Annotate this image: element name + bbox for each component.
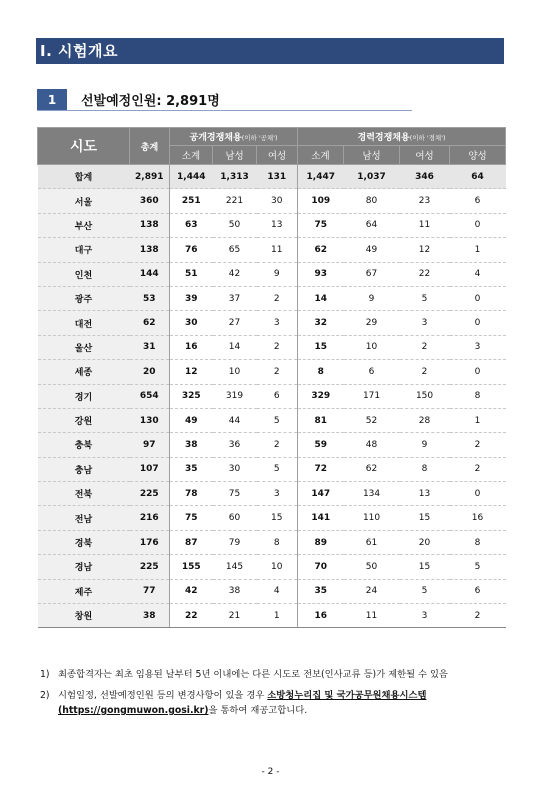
value-cell: 51 [170,262,213,286]
value-cell: 23 [400,189,450,213]
value-cell: 11 [257,238,298,262]
value-cell: 150 [400,384,450,408]
value-cell: 0 [450,482,506,506]
value-cell: 87 [170,530,213,554]
region-cell: 충북 [38,433,130,457]
footnote-text: 최종합격자는 최초 임용된 날부터 5년 이내에는 다른 시도로 전보(인사교류 등)가 제한될 수 있음 [58,669,448,680]
value-cell: 6 [257,384,298,408]
value-cell: 5 [400,579,450,603]
value-cell: 4 [450,262,506,286]
header-sub: 남성 [213,146,257,165]
value-cell: 145 [213,555,257,579]
table-row [38,408,506,432]
region-cell: 경기 [38,384,130,408]
value-cell: 8 [450,384,506,408]
value-cell: 10 [344,335,400,359]
value-cell: 49 [170,408,213,432]
value-cell: 27 [213,311,257,335]
table-row [38,604,506,628]
table-row [38,360,506,384]
value-cell: 61 [344,530,400,554]
header-sub: 여성 [257,146,298,165]
value-cell: 2 [400,335,450,359]
region-cell: 창원 [38,604,130,628]
table-row [38,384,506,408]
value-cell: 134 [344,482,400,506]
header-group-career: 경력경쟁채용(이하 '경채') [298,128,506,146]
subsection-title: 선발예정인원: 2,891명 [81,94,220,109]
region-cell: 경남 [38,555,130,579]
value-cell: 9 [257,262,298,286]
value-cell: 38 [170,433,213,457]
value-cell: 155 [170,555,213,579]
value-cell: 3 [257,482,298,506]
value-cell: 30 [170,311,213,335]
value-cell: 22 [170,604,213,628]
value-cell: 8 [257,530,298,554]
region-cell: 세종 [38,360,130,384]
value-cell: 39 [170,286,213,310]
value-cell: 147 [298,482,344,506]
value-cell: 78 [170,482,213,506]
value-cell: 1 [257,604,298,628]
value-cell: 5 [450,555,506,579]
value-cell: 5 [400,286,450,310]
header-region: 시도 [38,128,130,165]
value-cell: 1,037 [344,165,400,189]
value-cell: 76 [170,238,213,262]
region-cell: 광주 [38,286,130,310]
value-cell: 21 [213,604,257,628]
footnote-text: 시험일정, 선발예정인원 등의 변경사항이 있을 경우 [58,690,268,701]
value-cell: 2 [257,360,298,384]
value-cell: 63 [170,213,213,237]
header-sub: 남성 [344,146,400,165]
value-cell: 2 [400,360,450,384]
region-cell: 울산 [38,335,130,359]
value-cell: 64 [450,165,506,189]
value-cell: 3 [400,604,450,628]
value-cell: 81 [298,408,344,432]
table-row [38,286,506,310]
table-row [38,189,506,213]
value-cell: 20 [400,530,450,554]
table-row [38,335,506,359]
value-cell: 32 [298,311,344,335]
value-cell: 2 [450,457,506,481]
value-cell: 62 [344,457,400,481]
footnote-2 [40,688,508,718]
value-cell: 14 [213,335,257,359]
value-cell: 50 [213,213,257,237]
value-cell: 8 [298,360,344,384]
value-cell: 16 [170,335,213,359]
value-cell: 110 [344,506,400,530]
value-cell: 89 [298,530,344,554]
value-cell: 141 [298,506,344,530]
table-row-sum [38,165,506,189]
value-cell: 2 [257,286,298,310]
value-cell: 65 [213,238,257,262]
value-cell: 36 [213,433,257,457]
value-cell: 0 [450,360,506,384]
value-cell: 3 [400,311,450,335]
value-cell: 6 [450,579,506,603]
footnote-1 [40,667,508,682]
table-row [38,311,506,335]
value-cell: 1,313 [213,165,257,189]
total-cell: 225 [130,555,170,579]
value-cell: 12 [400,238,450,262]
value-cell: 1 [450,238,506,262]
value-cell: 64 [344,213,400,237]
value-cell: 15 [298,335,344,359]
value-cell: 80 [344,189,400,213]
total-cell: 2,891 [130,165,170,189]
total-cell: 130 [130,408,170,432]
value-cell: 9 [400,433,450,457]
value-cell: 44 [213,408,257,432]
total-cell: 77 [130,579,170,603]
region-cell: 전남 [38,506,130,530]
value-cell: 15 [257,506,298,530]
value-cell: 6 [450,189,506,213]
value-cell: 131 [257,165,298,189]
value-cell: 52 [344,408,400,432]
value-cell: 11 [344,604,400,628]
total-cell: 138 [130,238,170,262]
region-cell: 대구 [38,238,130,262]
value-cell: 42 [170,579,213,603]
value-cell: 79 [213,530,257,554]
value-cell: 35 [298,579,344,603]
value-cell: 10 [257,555,298,579]
value-cell: 37 [213,286,257,310]
value-cell: 30 [257,189,298,213]
region-cell: 전북 [38,482,130,506]
header-sub: 양성 [450,146,506,165]
total-cell: 216 [130,506,170,530]
value-cell: 2 [257,335,298,359]
value-cell: 329 [298,384,344,408]
value-cell: 6 [344,360,400,384]
value-cell: 1,447 [298,165,344,189]
total-cell: 138 [130,213,170,237]
total-cell: 20 [130,360,170,384]
footnotes [40,667,508,718]
value-cell: 319 [213,384,257,408]
section-title-text: Ⅰ. 시험개요 [40,41,118,60]
table-row [38,433,506,457]
value-cell: 11 [400,213,450,237]
value-cell: 0 [450,213,506,237]
table-row [38,213,506,237]
nuri-link[interactable]: 소방청누리집 및 국가공무원채용시스템 [267,690,427,701]
value-cell: 14 [298,286,344,310]
region-cell: 합계 [38,165,130,189]
value-cell: 30 [213,457,257,481]
value-cell: 75 [170,506,213,530]
value-cell: 62 [298,238,344,262]
value-cell: 28 [400,408,450,432]
value-cell: 10 [213,360,257,384]
value-cell: 221 [213,189,257,213]
value-cell: 16 [298,604,344,628]
total-cell: 654 [130,384,170,408]
value-cell: 0 [450,286,506,310]
footnote-number: 1) [40,669,50,680]
value-cell: 35 [170,457,213,481]
region-cell: 경북 [38,530,130,554]
section-title [36,38,504,64]
value-cell: 49 [344,238,400,262]
value-cell: 1,444 [170,165,213,189]
value-cell: 67 [344,262,400,286]
value-cell: 24 [344,579,400,603]
value-cell: 2 [450,604,506,628]
total-cell: 53 [130,286,170,310]
value-cell: 93 [298,262,344,286]
region-cell: 대전 [38,311,130,335]
page-number: - 2 - [261,767,280,777]
table-row [38,555,506,579]
value-cell: 8 [450,530,506,554]
value-cell: 3 [450,335,506,359]
value-cell: 22 [400,262,450,286]
value-cell: 2 [450,433,506,457]
table-row [38,457,506,481]
value-cell: 15 [400,555,450,579]
value-cell: 0 [450,311,506,335]
value-cell: 60 [213,506,257,530]
value-cell: 8 [400,457,450,481]
value-cell: 50 [344,555,400,579]
value-cell: 325 [170,384,213,408]
footnote-number: 2) [40,690,50,701]
table-row [38,482,506,506]
value-cell: 13 [257,213,298,237]
total-cell: 38 [130,604,170,628]
header-total: 총계 [130,128,170,165]
region-cell: 서울 [38,189,130,213]
footnote-text-end: 을 통하여 재공고합니다. [208,705,308,716]
value-cell: 1 [450,408,506,432]
header-sub: 소계 [298,146,344,165]
total-cell: 360 [130,189,170,213]
total-cell: 97 [130,433,170,457]
table-row [38,506,506,530]
value-cell: 171 [344,384,400,408]
value-cell: 2 [257,433,298,457]
subsection-heading [37,89,412,111]
total-cell: 62 [130,311,170,335]
header-group-open: 공개경쟁채용(이하 '공채') [170,128,298,146]
value-cell: 9 [344,286,400,310]
recruitment-table [37,127,506,628]
region-cell: 제주 [38,579,130,603]
value-cell: 59 [298,433,344,457]
table-row [38,530,506,554]
value-cell: 12 [170,360,213,384]
region-cell: 강원 [38,408,130,432]
table-row [38,579,506,603]
value-cell: 5 [257,457,298,481]
value-cell: 38 [213,579,257,603]
gosi-url-link[interactable]: (https://gongmuwon.gosi.kr) [58,705,209,716]
subsection-number: 1 [37,89,67,110]
value-cell: 346 [400,165,450,189]
value-cell: 75 [213,482,257,506]
value-cell: 4 [257,579,298,603]
table-row [38,262,506,286]
total-cell: 107 [130,457,170,481]
region-cell: 인천 [38,262,130,286]
header-sub: 소계 [170,146,213,165]
value-cell: 16 [450,506,506,530]
value-cell: 251 [170,189,213,213]
value-cell: 75 [298,213,344,237]
value-cell: 5 [257,408,298,432]
value-cell: 13 [400,482,450,506]
total-cell: 176 [130,530,170,554]
value-cell: 72 [298,457,344,481]
value-cell: 70 [298,555,344,579]
region-cell: 부산 [38,213,130,237]
table-row [38,238,506,262]
value-cell: 42 [213,262,257,286]
header-sub: 여성 [400,146,450,165]
total-cell: 144 [130,262,170,286]
value-cell: 48 [344,433,400,457]
total-cell: 225 [130,482,170,506]
value-cell: 109 [298,189,344,213]
region-cell: 충남 [38,457,130,481]
value-cell: 29 [344,311,400,335]
value-cell: 15 [400,506,450,530]
value-cell: 3 [257,311,298,335]
total-cell: 31 [130,335,170,359]
